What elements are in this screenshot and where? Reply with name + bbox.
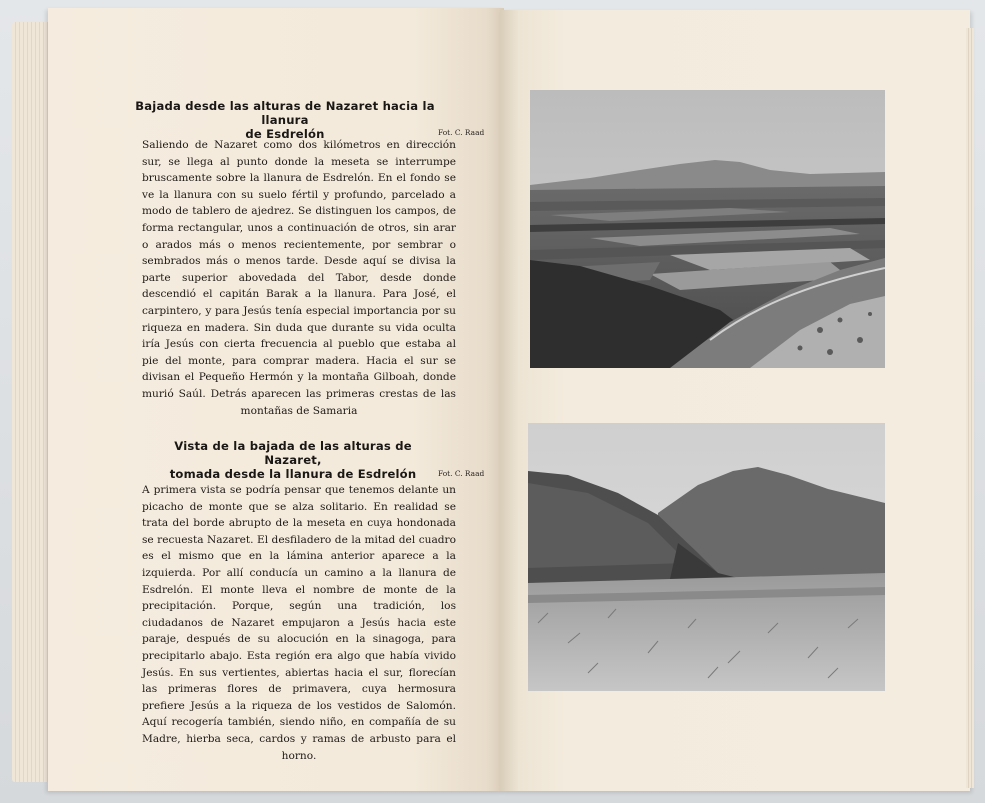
section-1-title-line-1: Bajada desde las alturas de Nazaret hacia la llanura bbox=[135, 99, 435, 127]
right-page bbox=[500, 10, 970, 791]
plain-of-esdraelon-photo bbox=[530, 90, 885, 368]
section-1-credit: Fot. C. Raad bbox=[438, 128, 485, 137]
section-1-title-line-2: de Esdrelón bbox=[245, 127, 325, 141]
section-2-credit: Fot. C. Raad bbox=[438, 469, 485, 478]
section-1-title bbox=[120, 99, 450, 141]
right-page-stack-edge bbox=[966, 28, 974, 788]
section-2-body: A primera vista se podría pensar que tenemos delante un picacho de monte que se alza solitario. En realidad se trata del borde abrupto de la meseta en cuya hondonada se recuesta Nazaret. El desfiladero de la mitad del cuadro es el mismo que en la lámina anterior aparece a la izquierda. Por allí conducía un camino a la llanura de Esdrelón. El monte lleva el nombre de monte de la precipitación. Porque, según una tradición, los ciudadanos de Nazaret empujaron a Jesús hacia este paraje, después de su alocución en la sinagoga, para precipitarlo abajo. Esta región era algo que había vivido Jesús. En sus vertientes, abiertas hacia el sur, florecían las primeras flores de primavera, cuya hermosura prefiere Jesús a la riqueza de los vestidos de Salomón. Aquí recogería también, siendo niño, en compañía de su Madre, hierba seca, cardos y ramas de arbusto para el horno. bbox=[142, 484, 456, 762]
section-1-body: Saliendo de Nazaret como dos kilómetros en dirección sur, se llega al punto donde la meseta se interrumpe bruscamente sobre la llanura de Esdrelón. En el fondo se ve la llanura con su suelo fértil y profundo, parcelado a modo de tablero de ajedrez. Se distinguen los campos, de forma rectangular, unos a continuación de otros, sin arar o arados más o menos recientemente, por sembrar o sembrados más o menos tarde. Desde aquí se divisa la parte superior abovedada del Tabor, desde donde descendió el capitán Barak a la llanura. Para José, el carpintero, y para Jesús tenía especial importancia por su riqueza en madera. Sin duda que durante su vida oculta iría Jesús con cierta frecuencia al pueblo que estaba al pie del monte, para comprar madera. Hacia el sur se divisan el Pequeño Hermón y la montaña Gilboah, donde murió Saúl. Detrás aparecen las primeras crestas de las montañas de Samaria bbox=[142, 139, 456, 417]
landscape-fields-image bbox=[530, 90, 885, 368]
mount-of-precipitation-photo bbox=[528, 423, 885, 691]
hills-meadow-image bbox=[528, 423, 885, 691]
section-2-title bbox=[148, 439, 438, 481]
left-page bbox=[48, 8, 504, 791]
section-2-title-line-1: Vista de la bajada de las alturas de Nazaret, bbox=[174, 439, 412, 467]
section-2-title-line-2: tomada desde la llanura de Esdrelón bbox=[169, 467, 417, 481]
